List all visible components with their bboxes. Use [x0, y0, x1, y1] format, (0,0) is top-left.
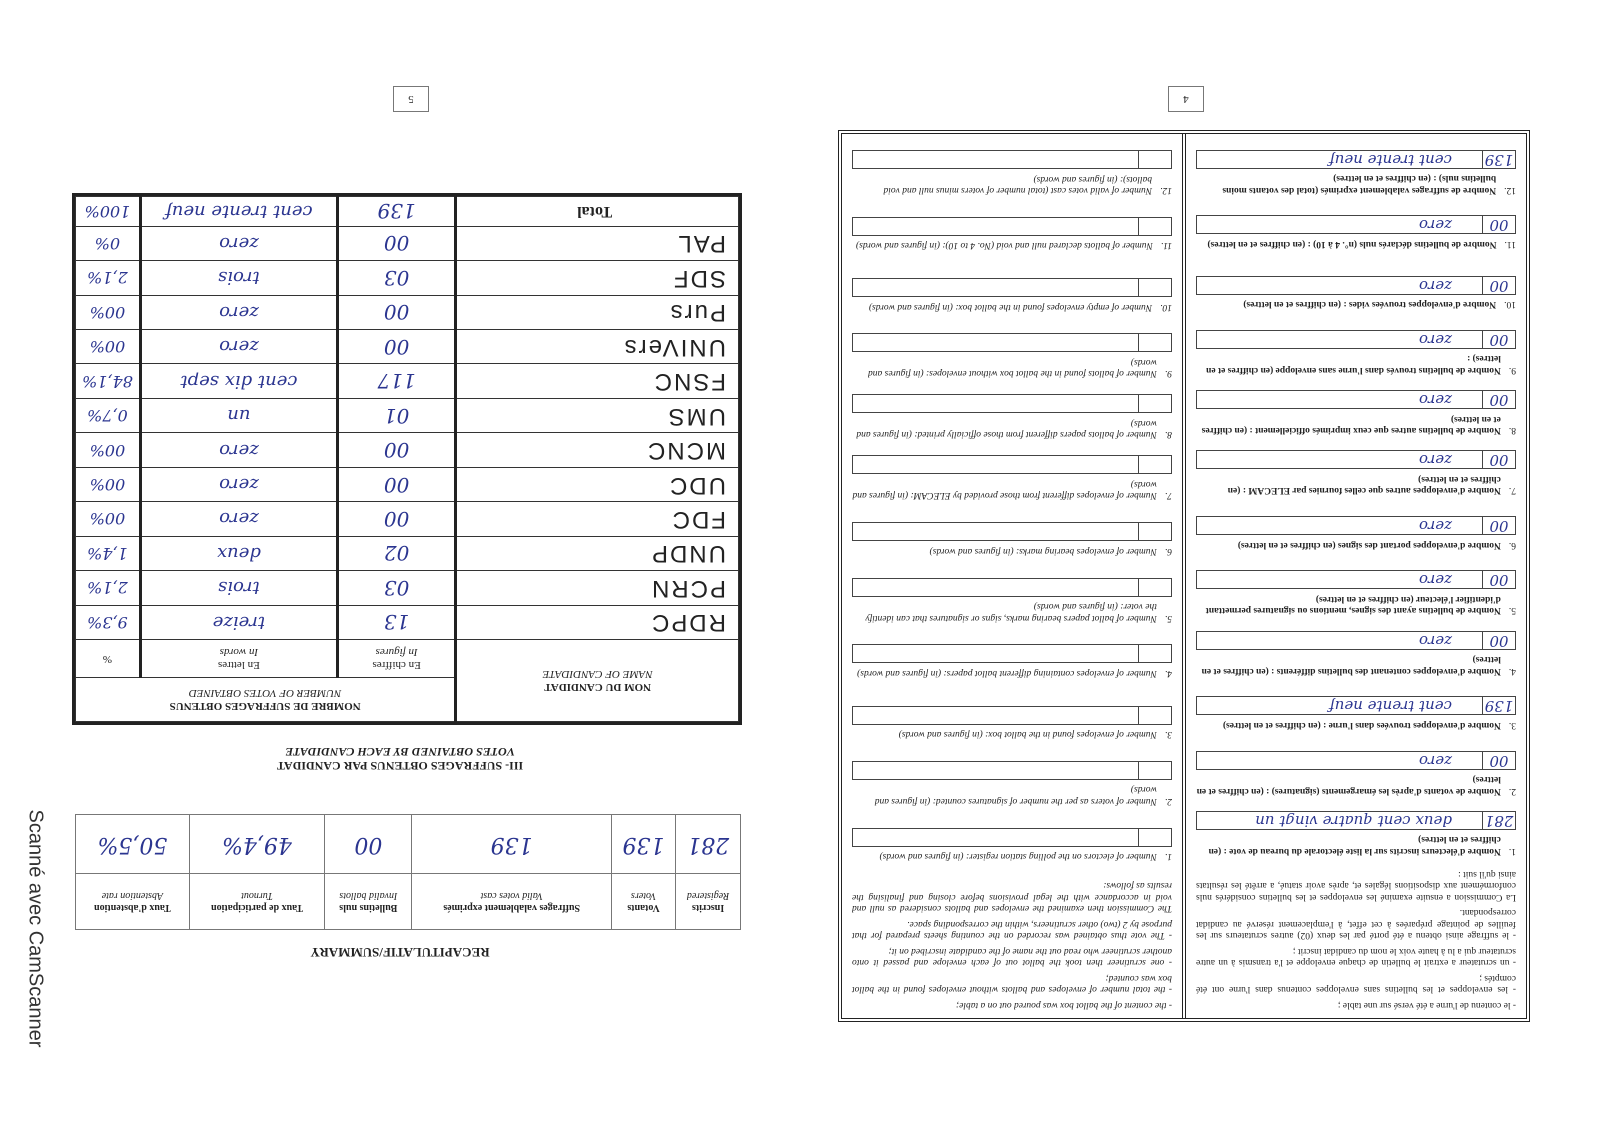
- item-number: 4.: [1164, 667, 1172, 678]
- item-number: 7.: [1508, 485, 1516, 496]
- candidate-name: Total: [456, 197, 739, 227]
- answer-figures: [1138, 218, 1171, 235]
- answer-box: [852, 706, 1172, 725]
- votes-figures: 117: [337, 364, 455, 398]
- section-title: [180, 745, 620, 773]
- header-figures-fr: En chiffres: [372, 659, 421, 672]
- page-number-right: 4: [1168, 86, 1204, 112]
- answer-figures: [1138, 523, 1171, 540]
- item-label: Number of envelopes bearing marks: (in figures and words): [929, 545, 1157, 556]
- form-item: [1196, 202, 1516, 262]
- item-number: 11.: [1160, 240, 1172, 251]
- summary-header: [325, 874, 412, 930]
- summary-table: [75, 818, 741, 930]
- item-label: Nombre d'enveloppes portant des signes (en chiffres et en lettres): [1237, 539, 1501, 550]
- answer-box: [852, 150, 1172, 169]
- intro-paragraph: The Commission then examined the envelopes and ballots considered as null and void in accordance with the legal provisions before closing and finalising the results as follows:: [852, 880, 1172, 914]
- intro-paragraph: - one scrutineer then took the ballot out of each envelope and passed it onto another scrutineer who read out the name of the candidate inscribed on it;: [852, 946, 1172, 968]
- votes-percent: 100%: [76, 197, 141, 227]
- summary-header-en: Voters: [631, 890, 657, 902]
- header-candidate-name: [456, 640, 739, 722]
- item-number: 8.: [1508, 425, 1516, 436]
- answer-figures: 00: [1482, 331, 1515, 348]
- item-label-row: [852, 850, 1172, 862]
- answer-figures: 00: [1482, 277, 1515, 294]
- item-number: 5.: [1164, 612, 1172, 623]
- votes-figures: 00: [337, 467, 455, 501]
- candidate-row: [76, 398, 739, 432]
- summary-value: 139: [412, 815, 611, 874]
- item-label-row: [1196, 653, 1516, 676]
- item-label-row: [1196, 472, 1516, 495]
- item-label: Number of empty envelopes found in the ballot box: (in figures and words): [868, 301, 1153, 312]
- candidate-row: [76, 261, 739, 295]
- item-number: 7.: [1164, 490, 1172, 501]
- item-label: Nombre de bulletins ayant des signes, mentions ou signatures permettant d'identifier l'électeur (en chiffres et en lettres): [1205, 593, 1501, 616]
- answer-words: [853, 707, 1138, 724]
- votes-words: un: [140, 398, 337, 432]
- answer-words: zero: [1419, 517, 1452, 536]
- form-item: [1196, 443, 1516, 503]
- camscanner-watermark: Scanné avec CamScanner: [24, 809, 47, 1048]
- summary-header-fr: Suffrages valablement exprimés: [443, 902, 580, 914]
- item-number: 3.: [1508, 719, 1516, 730]
- candidate-name: UDC: [456, 467, 739, 501]
- summary-value: 281: [676, 815, 741, 874]
- item-label: Nombre de suffrages valablement exprimés (total des votants moins bulletins nuls) : (en chiffres et en lettres): [1222, 173, 1497, 195]
- header-votes-en: NUMBER OF VOTES OBTAINED: [188, 687, 342, 700]
- candidate-name: SDF: [456, 261, 739, 295]
- item-number: 1.: [1508, 845, 1516, 856]
- item-label: Number of envelopes different from those provided by ELECAM: (in figures and words): [852, 479, 1157, 501]
- item-label-row: [852, 728, 1172, 740]
- votes-percent: 2,1%: [76, 571, 141, 605]
- form-item: [852, 386, 1172, 447]
- header-name-en: NAME OF CANDIDATE: [542, 668, 653, 681]
- candidate-name: Purs: [456, 295, 739, 329]
- header-figures: [337, 640, 455, 678]
- item-label-row: [1196, 172, 1516, 195]
- answer-figures: 00: [1482, 391, 1515, 408]
- summary-value: 139: [611, 815, 675, 874]
- votes-percent: 0%: [76, 226, 141, 260]
- answer-words: [853, 523, 1138, 540]
- answer-box: [852, 522, 1172, 541]
- answer-words: zero: [1419, 391, 1452, 410]
- candidate-row: [76, 605, 739, 639]
- form-item: [852, 142, 1172, 203]
- candidate-row: [76, 571, 739, 605]
- answer-box: [852, 644, 1172, 663]
- item-number: 12.: [1160, 185, 1172, 196]
- item-number: 12.: [1504, 184, 1516, 195]
- votes-words: zero: [140, 467, 337, 501]
- intro-paragraph: - the content of the ballot box was poured out on a table;: [955, 1000, 1172, 1010]
- form-item: [1196, 563, 1516, 623]
- form-item: [1196, 803, 1516, 863]
- summary-value: 00: [325, 815, 412, 874]
- item-label: Nombre de bulletins trouvés dans l'urne sans enveloppe (en chiffres et en lettres) :: [1206, 353, 1501, 375]
- answer-words: [853, 218, 1138, 235]
- summary-header-fr: Taux de participation: [211, 902, 303, 914]
- summary-header: [189, 874, 324, 930]
- votes-figures: 00: [337, 330, 455, 364]
- header-words-fr: En lettres: [217, 659, 260, 672]
- summary-value: 49,4%: [189, 815, 324, 874]
- item-label: Number of valid votes cast (total number of voters minus null and void ballots): (in figures and words): [883, 173, 1153, 196]
- candidate-name: UNDP: [456, 536, 739, 570]
- answer-figures: 281: [1482, 812, 1515, 829]
- item-label-row: [852, 300, 1172, 312]
- item-label: Nombre de votants d'après les émargements (signatures) : (en chiffres et en lettres): [1196, 774, 1501, 796]
- counting-form: [838, 130, 1530, 1022]
- item-label-row: [1196, 773, 1516, 796]
- candidate-name: MCNC: [456, 433, 739, 467]
- item-number: 1.: [1164, 851, 1172, 862]
- candidate-results-table: [72, 193, 742, 725]
- votes-percent: 84,1%: [76, 364, 141, 398]
- candidate-name: PAL: [456, 226, 739, 260]
- summary-header-en: Turnout: [241, 890, 273, 902]
- summary-header-en: Invalid ballots: [339, 890, 398, 902]
- form-item: [852, 325, 1172, 386]
- answer-figures: [1138, 645, 1171, 662]
- intro-paragraph: - un scrutateur a extrait le bulletin de chaque enveloppe et l'a transmis à un autre scrutateur qui a lu à haute voix le nom du candidat inscrit ;: [1196, 946, 1516, 968]
- intro-paragraph: - le suffrage ainsi obtenu a été porté par les deux (02) autres scrutateurs sur les feuilles de pointage préparées à cet effet, à l'emplacement réservé au candidat correspondant.: [1196, 907, 1516, 941]
- summary-header-fr: Votants: [627, 902, 660, 914]
- intro-paragraph: - les enveloppes et les bulletins sans enveloppes contenus dans l'urne ont été comptés ;: [1196, 973, 1516, 995]
- form-item: [1196, 623, 1516, 683]
- form-item: [1196, 743, 1516, 803]
- item-label: Number of ballot papers bearing marks, signs or signatures that can identify the voter: (in figures and words): [865, 601, 1157, 623]
- candidate-name: FSNC: [456, 364, 739, 398]
- item-label: Nombre d'enveloppes trouvées dans l'urne : (en chiffres et en lettres): [1222, 719, 1501, 730]
- form-item: [1196, 322, 1516, 382]
- item-label-row: [1196, 352, 1516, 375]
- form-item: [852, 264, 1172, 325]
- summary-header-en: Abstention rate: [101, 890, 164, 902]
- candidate-row: [76, 330, 739, 364]
- votes-percent: 1,4%: [76, 536, 141, 570]
- answer-box: [852, 828, 1172, 847]
- item-number: 6.: [1508, 539, 1516, 550]
- item-number: 2.: [1164, 795, 1172, 806]
- form-item: [1196, 142, 1516, 202]
- votes-percent: 9,3%: [76, 605, 141, 639]
- item-label: Nombre de bulletins autres que ceux imprimés officiellement : (en chiffres et en lettres): [1201, 413, 1501, 436]
- item-number: 6.: [1164, 545, 1172, 556]
- candidate-row: [76, 433, 739, 467]
- header-votes: [76, 678, 456, 722]
- item-label: Number of ballots found in the ballot box without envelopes: (in figures and words): [868, 356, 1157, 379]
- answer-words: zero: [1419, 276, 1452, 295]
- candidate-row: [76, 295, 739, 329]
- answer-box: [852, 761, 1172, 780]
- form-item: [1196, 383, 1516, 443]
- item-label: Number of ballots papers different from those officially printed: (in figures and words): [856, 417, 1157, 440]
- candidate-name: UMS: [456, 398, 739, 432]
- header-percent: %: [76, 640, 141, 678]
- votes-words: zero: [140, 330, 337, 364]
- answer-figures: [1138, 457, 1171, 474]
- answer-figures: [1138, 707, 1171, 724]
- form-item: [852, 814, 1172, 875]
- header-name-fr: NOM DU CANDIDAT: [544, 681, 652, 694]
- answer-words: [853, 457, 1138, 474]
- votes-words: trois: [140, 571, 337, 605]
- form-column-english: [842, 134, 1182, 1018]
- item-number: 3.: [1164, 729, 1172, 740]
- summary-header: [76, 874, 190, 930]
- item-label-row: [852, 355, 1172, 378]
- answer-box: [1196, 450, 1516, 469]
- answer-words: zero: [1419, 451, 1452, 470]
- candidate-name: PCRN: [456, 571, 739, 605]
- answer-figures: [1138, 279, 1171, 296]
- answer-figures: [1138, 395, 1171, 412]
- intro-paragraph: - the total number of envelopes and ballots without envelopes found in the ballot box was counted;: [852, 973, 1172, 995]
- item-label-row: [852, 544, 1172, 556]
- votes-figures: 03: [337, 261, 455, 295]
- answer-box: [852, 394, 1172, 413]
- answer-box: [1196, 215, 1516, 234]
- item-label-row: [852, 416, 1172, 439]
- intro-paragraph: - le contenu de l'urne a été versé sur une table ;: [1337, 1000, 1516, 1010]
- answer-box: [1196, 150, 1516, 169]
- item-label-row: [1196, 718, 1516, 730]
- answer-words: [853, 395, 1138, 412]
- answer-words: [853, 645, 1138, 662]
- answer-words: [853, 762, 1138, 779]
- item-label: Nombre d'enveloppes trouvées vides : (en chiffres et en lettres): [1243, 299, 1497, 310]
- votes-words: zero: [140, 295, 337, 329]
- item-label-row: [1196, 237, 1516, 249]
- item-number: 9.: [1508, 364, 1516, 375]
- answer-box: [1196, 811, 1516, 830]
- answer-box: [1196, 516, 1516, 535]
- answer-figures: [1138, 829, 1171, 846]
- answer-figures: [1138, 762, 1171, 779]
- item-label-row: [852, 478, 1172, 501]
- item-number: 4.: [1508, 665, 1516, 676]
- form-item: [852, 753, 1172, 814]
- answer-words: deux cent quatre vingt un: [1255, 811, 1452, 830]
- votes-words: treize: [140, 605, 337, 639]
- votes-figures: 13: [337, 605, 455, 639]
- item-label: Number of envelopes containing different ballot papers: (in figures and words): [857, 667, 1157, 678]
- answer-figures: [1138, 334, 1171, 351]
- votes-percent: 00%: [76, 330, 141, 364]
- form-item: [1196, 683, 1516, 743]
- intro-french: [1196, 864, 1516, 1011]
- answer-box: [852, 278, 1172, 297]
- votes-words: zero: [140, 433, 337, 467]
- answer-words: zero: [1419, 751, 1452, 770]
- answer-box: [1196, 390, 1516, 409]
- item-label: Number of voters as per the number of signatures counted: (in figures and words): [874, 784, 1157, 806]
- item-label-row: [852, 239, 1172, 251]
- answer-figures: 139: [1482, 151, 1515, 168]
- form-item: [852, 509, 1172, 570]
- form-item: [852, 692, 1172, 753]
- answer-box: [1196, 570, 1516, 589]
- votes-words: trois: [140, 261, 337, 295]
- votes-percent: 2,1%: [76, 261, 141, 295]
- item-label: Nombre d'électeurs inscrits sur la liste électorale du bureau de vote : (en chiffres et en lettres): [1208, 834, 1501, 856]
- item-label-row: [1196, 833, 1516, 856]
- answer-figures: 00: [1482, 517, 1515, 534]
- header-votes-fr: NOMBRE DE SUFFRAGES OBTENUS: [169, 700, 361, 713]
- item-label-row: [852, 783, 1172, 806]
- page-number-left: 5: [393, 86, 429, 112]
- answer-words: [853, 279, 1138, 296]
- answer-figures: 00: [1482, 216, 1515, 233]
- item-label: Nombre de bulletins déclarés nuls (n°. 4 à 10) : (en chiffres et en lettres): [1207, 238, 1497, 249]
- answer-words: zero: [1419, 216, 1452, 235]
- form-item: [1196, 262, 1516, 322]
- form-item: [852, 570, 1172, 631]
- votes-percent: 00%: [76, 502, 141, 536]
- answer-figures: 00: [1482, 632, 1515, 649]
- item-number: 5.: [1508, 605, 1516, 616]
- answer-box: [1196, 330, 1516, 349]
- item-label-row: [1196, 538, 1516, 550]
- answer-figures: [1138, 151, 1171, 168]
- candidate-row: [76, 226, 739, 260]
- answer-words: zero: [1419, 571, 1452, 590]
- header-words-en: In words: [219, 646, 259, 659]
- form-item: [852, 203, 1172, 264]
- answer-box: [852, 333, 1172, 352]
- summary-header-en: Valid votes cast: [480, 890, 543, 902]
- item-label-row: [852, 666, 1172, 678]
- item-label: Nombre d'enveloppes contenant des bulletins différents : (en chiffres et en lettres): [1201, 654, 1501, 676]
- votes-figures: 00: [337, 433, 455, 467]
- item-number: 9.: [1164, 368, 1172, 379]
- item-number: 10.: [1504, 299, 1516, 310]
- total-row: [76, 197, 739, 227]
- votes-words: zero: [140, 226, 337, 260]
- item-label: Number of envelopes found in the ballot box: (in figures and words): [898, 729, 1157, 740]
- item-number: 10.: [1160, 301, 1172, 312]
- votes-words: deux: [140, 536, 337, 570]
- answer-words: zero: [1419, 330, 1452, 349]
- summary-value: 50,5%: [76, 815, 190, 874]
- votes-words: zero: [140, 502, 337, 536]
- votes-figures: 139: [337, 197, 455, 227]
- answer-box: [1196, 751, 1516, 770]
- form-item: [852, 631, 1172, 692]
- item-label-row: [852, 600, 1172, 623]
- intro-paragraph: - The vote thus obtained was recorded on the counting sheets prepared for that purpose by 2 (two) other scrutineers, within the corresponding space.: [852, 919, 1172, 941]
- answer-words: [853, 579, 1138, 596]
- answer-words: [853, 334, 1138, 351]
- item-number: 11.: [1504, 238, 1516, 249]
- summary-header: [676, 874, 741, 930]
- item-label: Number of ballots declared null and void (No. 4 to 10): (in figures and words): [855, 240, 1153, 251]
- votes-figures: 01: [337, 398, 455, 432]
- answer-figures: 00: [1482, 451, 1515, 468]
- candidate-row: [76, 364, 739, 398]
- answer-figures: 139: [1482, 697, 1515, 714]
- answer-figures: 00: [1482, 752, 1515, 769]
- answer-box: [852, 578, 1172, 597]
- answer-words: cent trente neuf: [1329, 697, 1452, 716]
- header-words: [140, 640, 337, 678]
- section-title-fr: III- SUFFRAGES OBTENUS PAR CANDIDAT: [276, 759, 524, 773]
- intro-english: [852, 875, 1172, 1010]
- votes-percent: 00%: [76, 433, 141, 467]
- answer-words: zero: [1419, 631, 1452, 650]
- item-number: 2.: [1508, 785, 1516, 796]
- summary-title: RECAPITULATIF/SUMMARY: [310, 945, 490, 960]
- answer-figures: 00: [1482, 571, 1515, 588]
- votes-percent: 00%: [76, 295, 141, 329]
- votes-percent: 00%: [76, 467, 141, 501]
- item-label-row: [1196, 412, 1516, 435]
- answer-box: [852, 456, 1172, 475]
- candidate-row: [76, 467, 739, 501]
- item-label-row: [1196, 592, 1516, 615]
- votes-figures: 03: [337, 571, 455, 605]
- answer-words: [853, 151, 1138, 168]
- answer-box: [1196, 276, 1516, 295]
- summary-header-en: Registered: [686, 890, 730, 902]
- answer-words: cent trente neuf: [1329, 150, 1452, 169]
- votes-percent: 0,7%: [76, 398, 141, 432]
- candidate-row: [76, 502, 739, 536]
- section-title-en: VOTES OBTAINED BY EACH CANDIDATE: [285, 745, 515, 759]
- summary-header-fr: Bulletins nuls: [339, 902, 398, 914]
- item-label-row: [852, 172, 1172, 195]
- answer-box: [1196, 631, 1516, 650]
- votes-figures: 00: [337, 226, 455, 260]
- item-number: 8.: [1164, 429, 1172, 440]
- item-label: Number of electors on the polling station register: (in figures and words): [879, 851, 1157, 862]
- votes-words: cent dix sept: [140, 364, 337, 398]
- summary-header: [611, 874, 675, 930]
- answer-words: [853, 829, 1138, 846]
- item-label-row: [1196, 298, 1516, 310]
- summary-header: [412, 874, 611, 930]
- votes-figures: 00: [337, 502, 455, 536]
- answer-box: [852, 217, 1172, 236]
- candidate-row: [76, 536, 739, 570]
- intro-paragraph: La Commission a ensuite examiné les enveloppes et les bulletins considérés nuls conformément aux dispositions légales et, après avoir statué, a arrêté les résultats ainsi qu'il suit :: [1196, 869, 1516, 902]
- header-figures-en: In figures: [375, 646, 418, 659]
- summary-header-fr: Taux d'abstention: [94, 902, 171, 914]
- item-label: Nombre d'enveloppes autres que celles fournies par ELECAM : (en chiffres et en lettres): [1227, 473, 1501, 496]
- form-column-french: [1182, 134, 1526, 1018]
- summary-header-fr: Inscrits: [691, 902, 725, 914]
- form-item: [1196, 503, 1516, 563]
- votes-words: cent trente neuf: [140, 197, 337, 227]
- candidate-name: UNIVers: [456, 330, 739, 364]
- form-item: [852, 447, 1172, 508]
- votes-figures: 00: [337, 295, 455, 329]
- votes-figures: 02: [337, 536, 455, 570]
- answer-box: [1196, 696, 1516, 715]
- candidate-name: FDC: [456, 502, 739, 536]
- candidate-name: RDPC: [456, 605, 739, 639]
- answer-figures: [1138, 579, 1171, 596]
